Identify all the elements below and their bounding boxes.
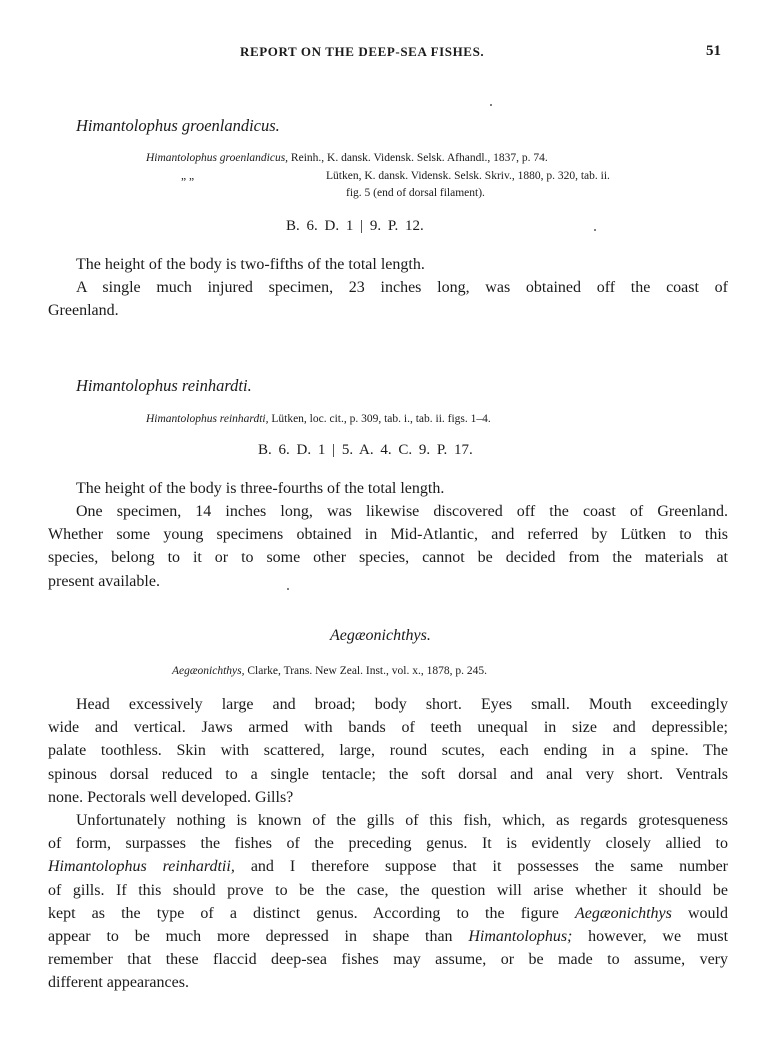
synonymy-aegaeonichthys (172, 662, 487, 680)
text-line (48, 902, 728, 925)
synonymy-groenlandicus-2: Lütken, K. dansk. Vidensk. Selsk. Skriv., 1880, p. 320, tab. ii. (326, 170, 610, 182)
text-line: palate toothless. Skin with scattered, large, round scutes, each ending in a spine. The (48, 742, 728, 760)
text-line: wide and vertical. Jaws armed with bands of teeth unequal in size and depressible; (48, 719, 728, 737)
synonymy-reinhardti (146, 410, 491, 428)
text-line: remember that these flaccid deep-sea fishes may assume, or be made to assume, very (48, 951, 728, 969)
text-line: The height of the body is three-fourths of the total length. (76, 480, 445, 497)
fin-formula-groenlandicus: B. 6. D. 1 | 9. P. 12. (286, 218, 424, 234)
text-run: kept as the type of a distinct genus. According to the figure (48, 904, 576, 922)
text-line: Whether some young specimens obtained in Mid-Atlantic, and referred by Lütken to this (48, 526, 728, 544)
italic-genus-name: Aegæonichthys (575, 904, 672, 922)
ditto-marks: „ „ (181, 170, 195, 182)
text-line (48, 855, 728, 878)
print-speck (490, 104, 492, 106)
text-run: would (671, 904, 729, 922)
synonym-reference: Clarke, Trans. New Zeal. Inst., vol. x., 1878, p. 245. (244, 665, 487, 677)
text-line: Greenland. (48, 302, 119, 320)
paragraph-specimen-2 (48, 500, 728, 593)
synonymy-groenlandicus-1 (146, 149, 548, 167)
synonym-reference: Lütken, loc. cit., p. 309, tab. i., tab. ii. figs. 1–4. (268, 413, 491, 425)
paragraph-discussion (48, 809, 728, 995)
text-run: and I therefore suppose that it possesses the same number (234, 858, 729, 876)
italic-genus-name: Himantolophus; (468, 928, 573, 946)
text-line: species, belong to it or to some other species, cannot be decided from the materials at (48, 549, 728, 567)
running-title: REPORT ON THE DEEP-SEA FISHES. (240, 44, 485, 59)
paragraph-description (48, 693, 728, 809)
synonym-name: Himantolophus groenlandicus, (146, 152, 289, 164)
italic-species-name: Himantolophus reinhardtii, (48, 858, 235, 876)
text-line: Head excessively large and broad; body short. Eyes small. Mouth exceedingly (76, 696, 728, 713)
genus-title-aegaeonichthys: Aegæonichthys. (330, 627, 431, 644)
text-line: Unfortunately nothing is known of the gills of this fish, which, as regards grotesqueness (76, 812, 728, 829)
species-title-reinhardti: Himantolophus reinhardti. (76, 376, 252, 395)
text-line: One specimen, 14 inches long, was likewise discovered off the coast of Greenland. (76, 503, 728, 520)
text-line: A single much injured specimen, 23 inches long, was obtained off the coast of (76, 279, 728, 296)
text-line: of form, surpasses the fishes of the preceding genus. It is evidently closely allied to (48, 835, 728, 853)
text-run: however, we must (572, 928, 729, 946)
print-speck (594, 229, 596, 231)
text-line: of gills. If this should prove to be the case, the question will arise whether it should be (48, 881, 728, 899)
text-run: appear to be much more depressed in shape than (48, 928, 469, 946)
text-line: none. Pectorals well developed. Gills? (48, 788, 294, 806)
fin-formula-reinhardti: B. 6. D. 1 | 5. A. 4. C. 9. P. 17. (258, 442, 473, 458)
synonym-reference: Reinh., K. dansk. Vidensk. Selsk. Afhandl., 1837, p. 74. (288, 152, 548, 164)
text-line: present available. (48, 572, 160, 590)
text-line: The height of the body is two-fifths of the total length. (76, 256, 425, 273)
paragraph-body-height-1 (48, 253, 728, 276)
print-speck (287, 588, 289, 590)
text-line (48, 925, 728, 948)
synonymy-groenlandicus-2-cont: fig. 5 (end of dorsal filament). (346, 187, 485, 199)
synonym-name: Aegæonichthys, (172, 665, 245, 677)
synonym-name: Himantolophus reinhardti, (146, 413, 269, 425)
paragraph-body-height-2 (48, 477, 728, 500)
text-line: spinous dorsal reduced to a single tentacle; the soft dorsal and anal very short. Ventrals (48, 765, 728, 783)
paragraph-specimen-1 (48, 276, 728, 322)
page-number: 51 (706, 43, 721, 59)
species-title-groenlandicus: Himantolophus groenlandicus. (76, 116, 280, 135)
text-line: different appearances. (48, 974, 189, 992)
